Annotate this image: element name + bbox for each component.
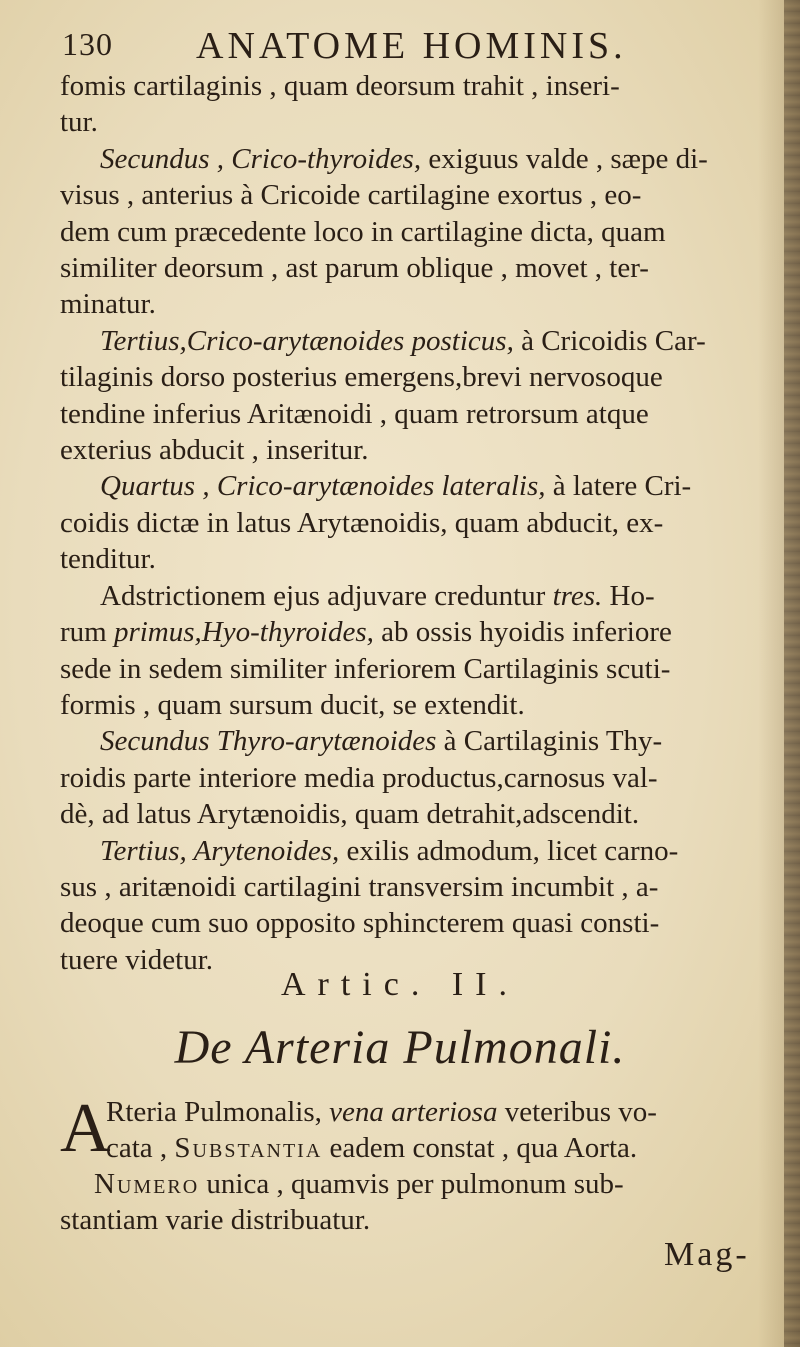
text-line [60,723,776,759]
muscle-name: Secundus , Crico-thyroides, [100,142,422,175]
text-line [60,1094,776,1130]
text-line: coidis dictæ in latus Arytænoidis, quam abducit, ex- [60,506,664,539]
text-segment: unica , quamvis per pulmonum sub- [199,1168,624,1200]
text-line [60,1130,776,1166]
text-line: tur. [60,106,98,139]
text-segment: exiguus valde , sæpe di- [421,142,708,175]
small-caps-term: Substantia [174,1132,323,1164]
small-caps-term: Numero [94,1168,200,1200]
arteria-paragraph [60,1090,776,1238]
text-segment: à Cartilaginis Thy- [436,725,663,758]
text-line: deoque cum suo opposito sphincterem quasi consti- [60,907,660,940]
text-line: formis , quam sursum ducit, se extendit. [60,688,525,721]
muscle-name: Tertius, Arytenoides, [100,834,340,867]
text-segment: rum [60,616,114,649]
text-line: tuere videtur. [60,943,214,976]
text-line: minatur. [60,288,156,321]
text-line: tenditur. [60,543,156,576]
drop-cap: A [60,1090,111,1167]
text-line: sus , aritænoidi cartilagini transversim incumbit , a- [60,870,659,903]
text-line: sede in sedem similiter inferiorem Cartilaginis scuti- [60,652,671,685]
text-line [60,833,776,869]
text-segment: Ho- [602,579,655,612]
text-line [60,468,776,504]
muscle-name: primus,Hyo-thyroides, [113,616,374,649]
text-line: fomis cartilaginis , quam deorsum trahit , inseri- [60,70,620,102]
section-heading: Artic. II. [280,966,519,1003]
text-segment: à latere Cri- [545,470,692,503]
text-line [60,141,776,177]
emphasis: vena arteriosa [329,1096,498,1128]
muscle-name: Quartus , Crico-arytænoides lateralis, [100,470,546,503]
text-line: roidis parte interiore media productus,carnosus val- [60,761,658,794]
text-segment: ab ossis hyoidis inferiore [373,616,672,649]
muscle-name: Secundus Thyro-arytænoides [100,725,437,758]
text-segment: Rteria Pulmonalis, [106,1096,330,1128]
page-header [62,14,762,72]
muscle-name: Tertius,Crico-arytænoides posticus, [100,324,514,357]
page-number: 130 [62,26,113,62]
text-line: exterius abducit , inseritur. [60,434,369,467]
emphasis: tres. [552,579,603,612]
text-line: tendine inferius Aritænoidi , quam retrorsum atque [60,397,649,430]
catchword: Mag- [664,1236,750,1273]
text-line: visus , anterius à Cricoide cartilagine exortus , eo- [60,179,642,212]
text-line: tilaginis dorso posterius emergens,brevi nervosoque [60,361,663,394]
binding-strip [784,0,800,1347]
main-text [60,68,776,978]
text-segment: exilis admodum, licet carno- [339,834,679,867]
text-line: dem cum præcedente loco in cartilagine dicta, quam [60,215,666,248]
text-line [60,1166,776,1202]
text-line: stantiam varie distribuatur. [60,1204,371,1236]
text-line [60,578,776,614]
text-segment: cata , [106,1132,175,1164]
text-segment: veteribus vo- [497,1096,657,1128]
text-segment: Adstrictionem ejus adjuvare creduntur [100,579,553,612]
text-line: dè, ad latus Arytænoidis, quam detrahit,adscendit. [60,798,640,831]
text-segment: à Cricoidis Car- [513,324,706,357]
section-title: De Arteria Pulmonali. [174,1021,626,1074]
text-line [60,323,776,359]
text-segment: eadem constat , qua Aorta. [322,1132,638,1164]
text-line [60,614,776,650]
text-line: similiter deorsum , ast parum oblique , movet , ter- [60,252,649,285]
running-head: ANATOME HOMINIS. [196,25,627,67]
